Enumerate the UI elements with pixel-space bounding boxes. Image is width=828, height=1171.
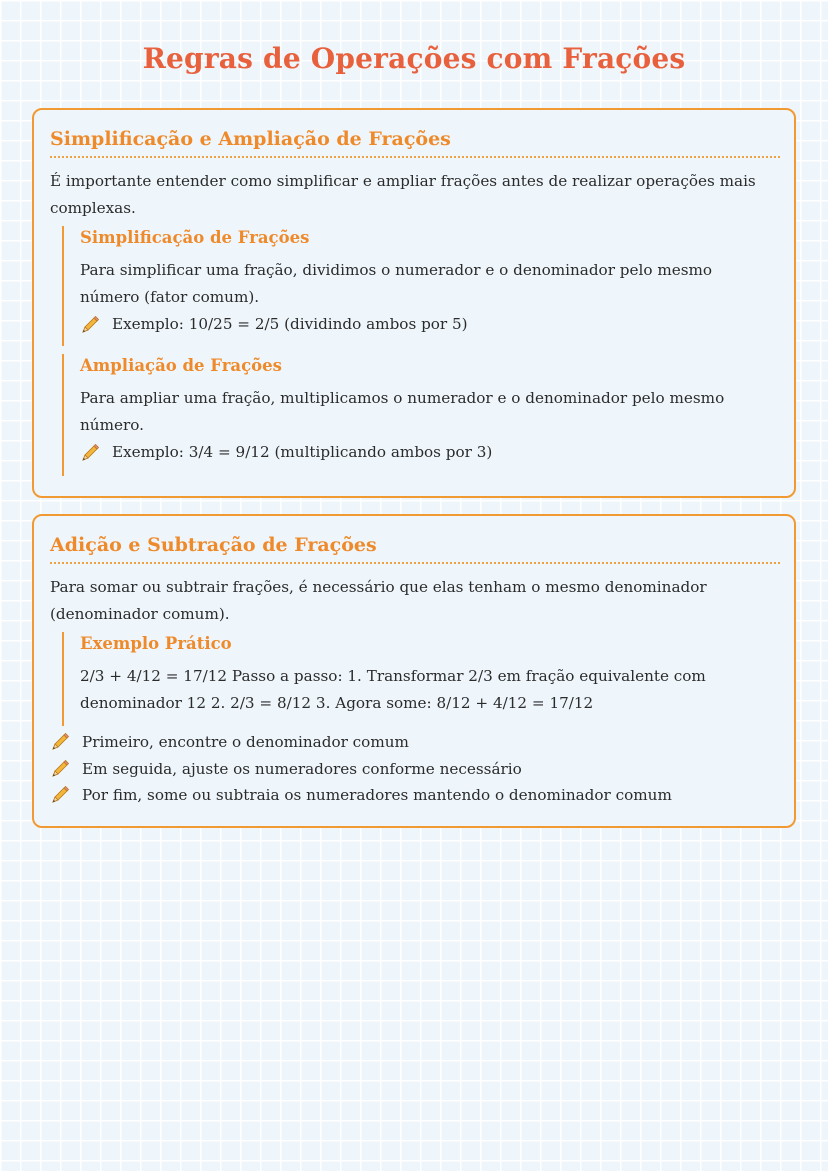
steps-list [50,729,780,809]
example-line [80,311,762,338]
example-text: Exemplo: 10/25 = 2/5 (dividindo ambos por 5) [112,315,468,333]
pencil-icon [80,443,100,463]
section-heading: Simplificação e Ampliação de Frações [50,128,780,158]
list-item-text: Por fim, some ou subtraia os numeradores mantendo o denominador comum [82,786,672,804]
section-addition-subtraction [32,514,796,828]
example-box [62,632,762,726]
list-item-text: Primeiro, encontre o denominador comum [82,733,409,751]
subsection-text: Para ampliar uma fração, multiplicamos o numerador e o denominador pelo mesmo número. [80,389,725,434]
subsection-text: Para simplificar uma fração, dividimos o numerador e o denominador pelo mesmo número (fator comum). [80,261,713,306]
example-text: Exemplo: 3/4 = 9/12 (multiplicando ambos por 3) [112,443,493,461]
subsection-heading: Ampliação de Frações [80,356,282,375]
section-intro: É importante entender como simplificar e ampliar frações antes de realizar operações mais complexas. [50,172,756,217]
section-simplification [32,108,796,498]
list-item-text: Em seguida, ajuste os numeradores conforme necessário [82,759,522,778]
pencil-icon [50,785,70,805]
example-text: 2/3 + 4/12 = 17/12 Passo a passo: 1. Transformar 2/3 em fração equivalente com denominador 12 2. 2/3 = 8/12 3. Agora some: 8/12 + 4/12 = 17/12 [80,667,706,712]
example-line [80,439,762,466]
example-heading: Exemplo Prático [80,634,232,653]
subsection-simplification [62,226,762,346]
section-intro: Para somar ou subtrair frações, é necessário que elas tenham o mesmo denominador (denominador comum). [50,578,707,623]
section-heading: Adição e Subtração de Frações [50,534,780,564]
pencil-icon [80,315,100,335]
list-item [50,782,780,809]
pencil-icon [50,759,70,779]
page-title: Regras de Operações com Frações [142,42,686,75]
pencil-icon [50,732,70,752]
list-item [50,756,780,783]
list-item [50,729,780,756]
subsection-amplification [62,354,762,476]
subsection-heading: Simplificação de Frações [80,228,310,247]
